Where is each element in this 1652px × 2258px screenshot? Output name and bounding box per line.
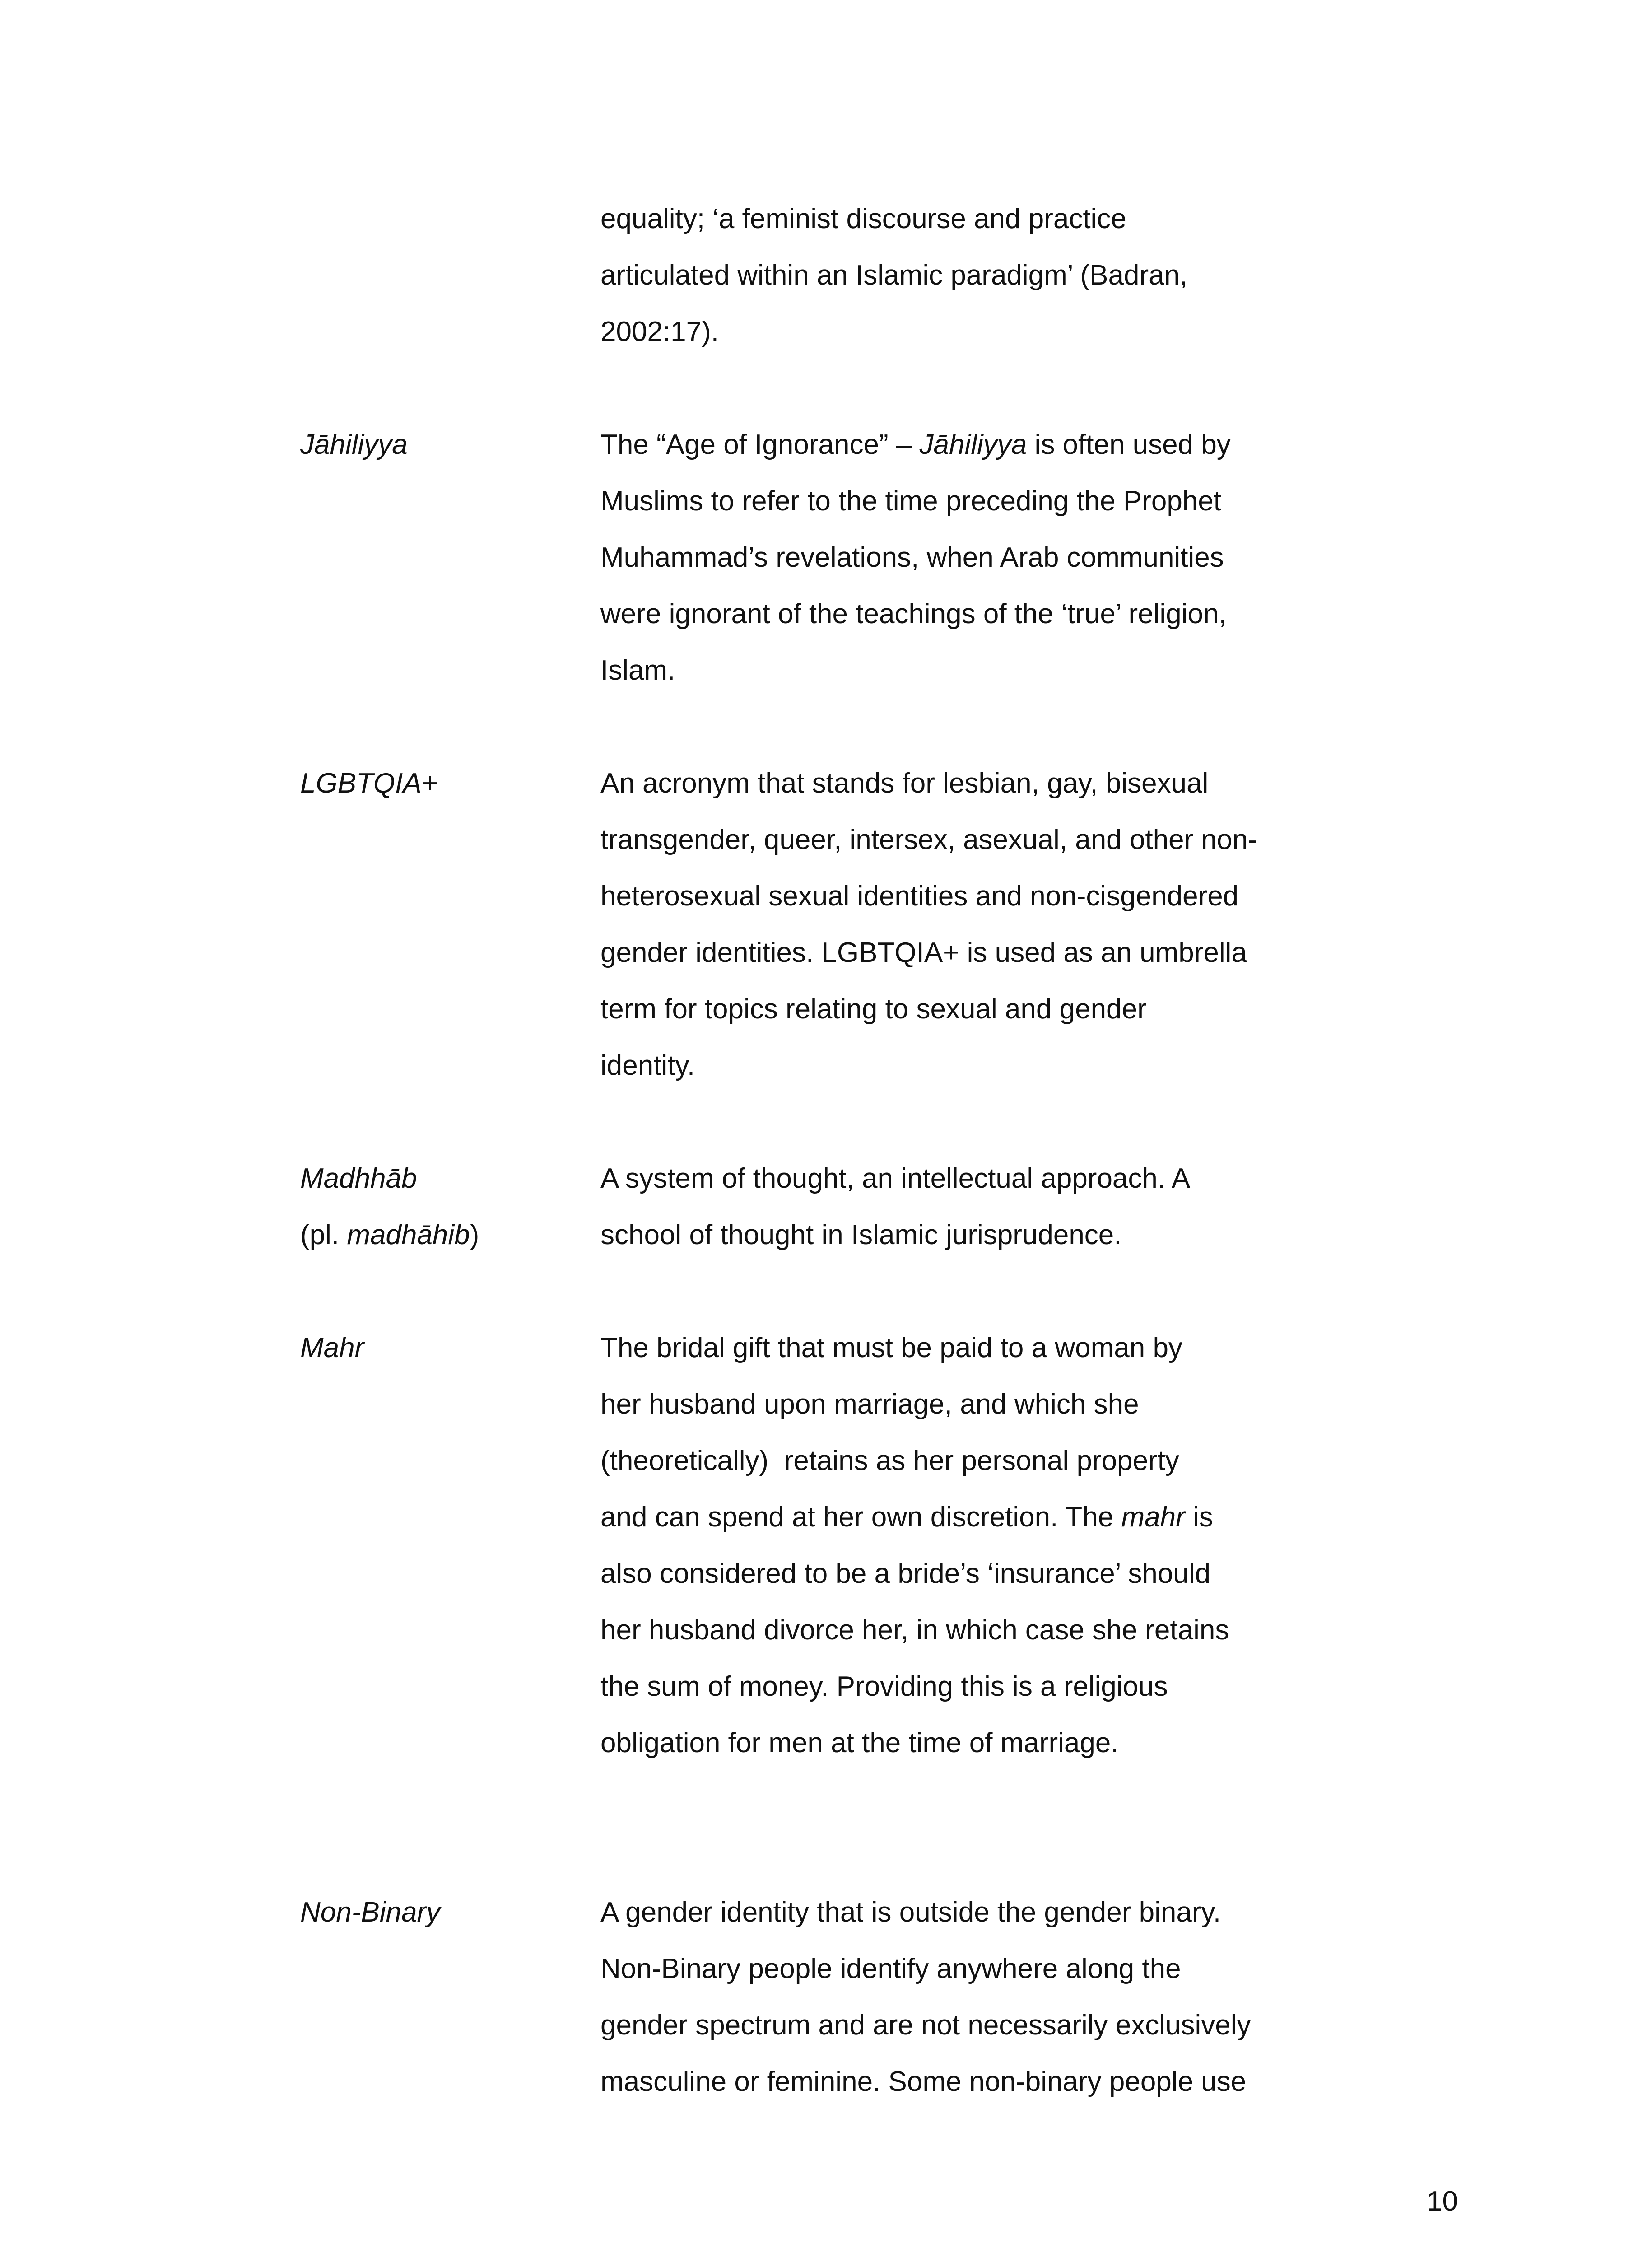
definition-line: obligation for men at the time of marriage.: [600, 1727, 1119, 1759]
definition-line: [600, 1499, 1213, 1535]
plural-suffix: ): [470, 1219, 479, 1250]
glossary-term-plural: [300, 1217, 479, 1253]
definition-line: heterosexual sexual identities and non-cisgendered: [600, 881, 1239, 912]
definition-line: identity.: [600, 1050, 695, 1081]
definition-emphasis: mahr: [1121, 1502, 1185, 1533]
definition-line: transgender, queer, intersex, asexual, and other non-: [600, 824, 1257, 855]
definition-line: Non-Binary people identify anywhere along the: [600, 1953, 1181, 1984]
definition-line: were ignorant of the teachings of the ‘true’ religion,: [600, 598, 1227, 630]
definition-line: her husband divorce her, in which case she retains: [600, 1614, 1229, 1646]
plural-prefix: (pl.: [300, 1219, 347, 1250]
definition-line: masculine or feminine. Some non-binary people use: [600, 2066, 1247, 2097]
page-number: 10: [1427, 2186, 1458, 2217]
definition-line: Muhammad’s revelations, when Arab communities: [600, 542, 1224, 573]
definition-line: term for topics relating to sexual and gender: [600, 994, 1147, 1025]
definition-text: and can spend at her own discretion. The: [600, 1502, 1121, 1533]
definition-text: The “Age of Ignorance” –: [600, 429, 920, 460]
definition-line: gender identities. LGBTQIA+ is used as an umbrella: [600, 937, 1247, 968]
definition-text: is: [1185, 1502, 1213, 1533]
definition-line: also considered to be a bride’s ‘insurance’ should: [600, 1558, 1211, 1589]
intro-line: 2002:17).: [600, 316, 719, 347]
definition-line: the sum of money. Providing this is a religious: [600, 1671, 1168, 1702]
definition-line: gender spectrum and are not necessarily exclusively: [600, 2010, 1251, 2041]
definition-line: A gender identity that is outside the gender binary.: [600, 1897, 1221, 1928]
glossary-term: Mahr: [300, 1332, 364, 1363]
definition-line: (theoretically) retains as her personal property: [600, 1445, 1179, 1476]
glossary-term: Madhhāb: [300, 1163, 417, 1194]
intro-line: articulated within an Islamic paradigm’ (Badran,: [600, 260, 1188, 291]
definition-text: is often used by: [1027, 429, 1231, 460]
definition-line: Islam.: [600, 655, 675, 686]
definition-line: A system of thought, an intellectual approach. A: [600, 1163, 1191, 1194]
plural-form: madhāhib: [347, 1219, 470, 1250]
glossary-term: Jāhiliyya: [300, 429, 408, 460]
definition-emphasis: Jāhiliyya: [919, 429, 1027, 460]
definition-line: Muslims to refer to the time preceding the Prophet: [600, 485, 1221, 517]
intro-line: equality; ‘a feminist discourse and practice: [600, 203, 1126, 234]
definition-line: The bridal gift that must be paid to a woman by: [600, 1332, 1182, 1363]
glossary-term: LGBTQIA+: [300, 768, 438, 799]
definition-line: school of thought in Islamic jurisprudence.: [600, 1219, 1122, 1250]
definition-line: [600, 427, 1231, 463]
definition-line: her husband upon marriage, and which she: [600, 1389, 1139, 1420]
definition-line: An acronym that stands for lesbian, gay, bisexual: [600, 768, 1209, 799]
glossary-term: Non-Binary: [300, 1897, 441, 1928]
